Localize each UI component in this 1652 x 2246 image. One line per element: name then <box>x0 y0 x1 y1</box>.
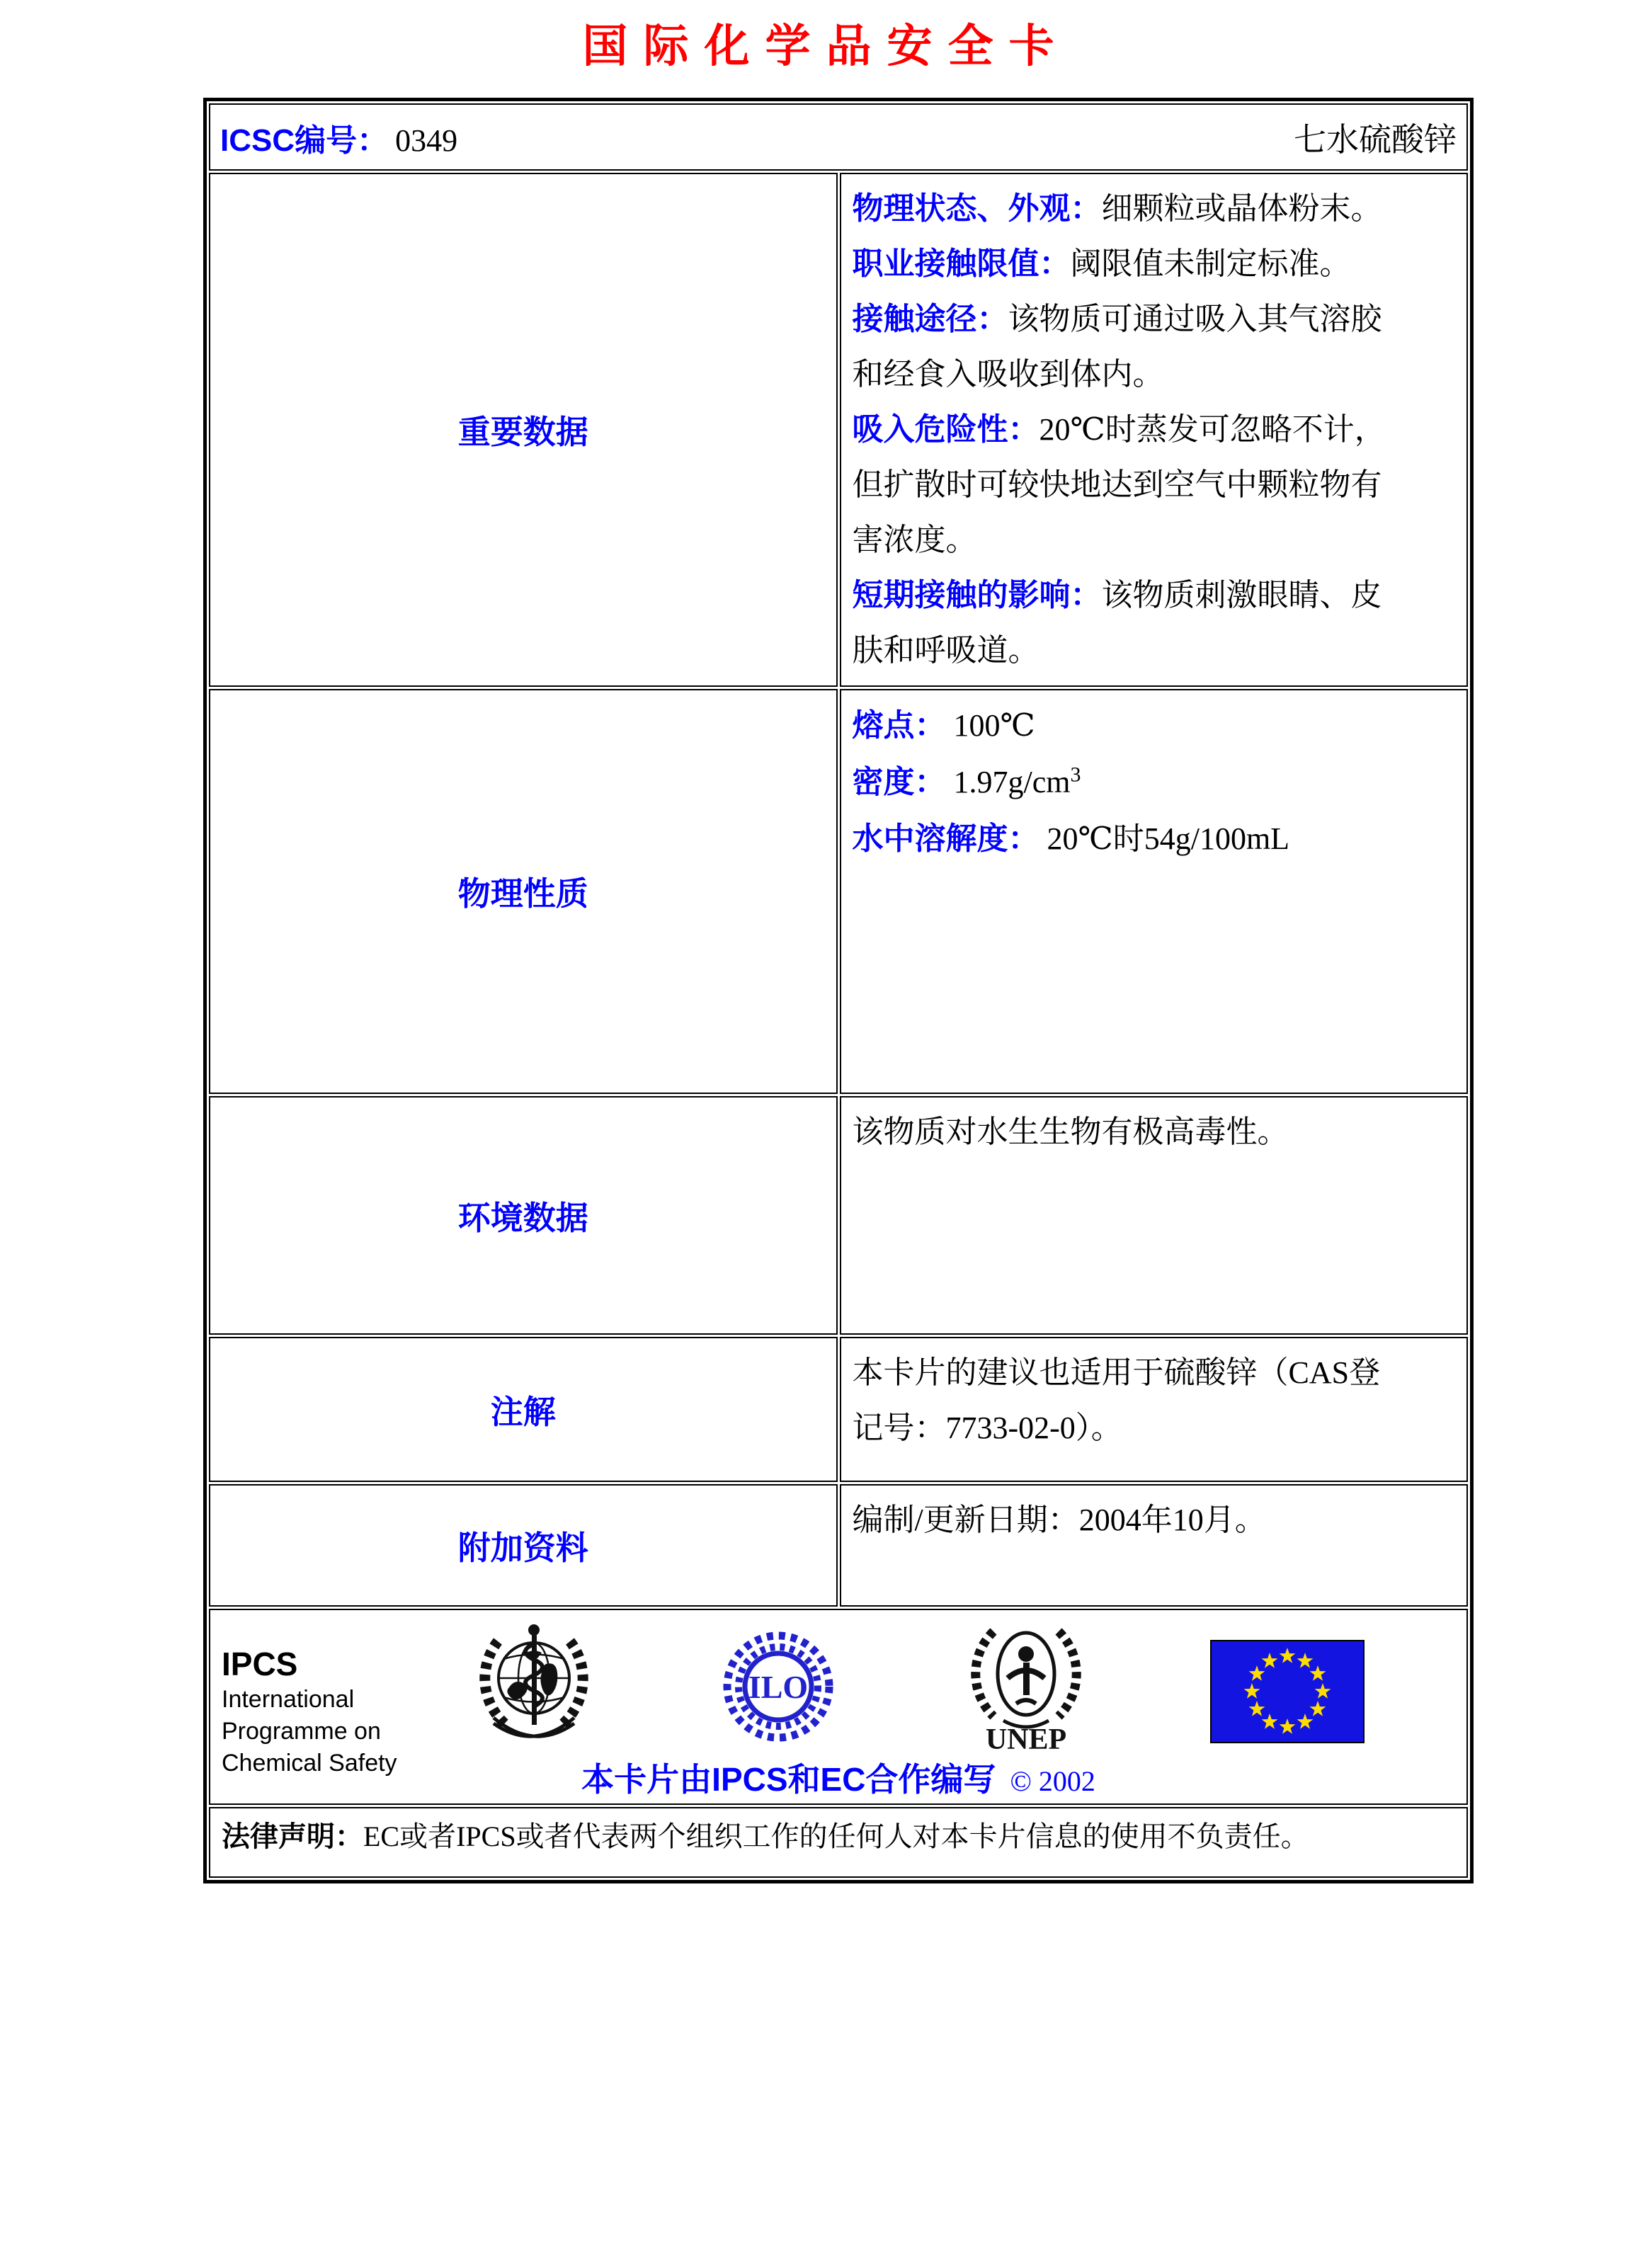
item-key: 吸入危险性： <box>852 412 1039 447</box>
item-key: 职业接触限值： <box>852 246 1071 281</box>
legal-text: EC或者IPCS或者代表两个组织工作的任何人对本卡片信息的使用不负责任。 <box>363 1820 1309 1852</box>
item-text: 1.97g/cm <box>953 765 1071 799</box>
additional-text: 编制/更新日期：2004年10月。 <box>852 1503 1266 1537</box>
logo-band-cell <box>209 1609 1468 1805</box>
icsc-number-value: 0349 <box>395 122 458 158</box>
cooperation-caption <box>210 1754 1466 1801</box>
unep-letters: UNEP <box>985 1723 1067 1755</box>
item-text: 20℃时54g/100mL <box>1047 821 1290 856</box>
environmental-data-label: 环境数据 <box>209 1096 838 1335</box>
important-item <box>853 236 1403 292</box>
ipcs-subtitle-line: International <box>222 1686 355 1713</box>
item-text: 100℃ <box>953 708 1035 743</box>
item-key: 水中溶解度： <box>852 821 1039 856</box>
important-data-label: 重要数据 <box>209 173 838 687</box>
important-item <box>853 402 1403 568</box>
physical-properties-row <box>209 689 1468 1094</box>
additional-info-label: 附加资料 <box>209 1484 838 1607</box>
notes-row <box>209 1337 1468 1482</box>
environment-text: 该物质对水生生物有极高毒性。 <box>852 1115 1289 1149</box>
density-line <box>853 754 1403 811</box>
item-key: 物理状态、外观： <box>852 191 1102 226</box>
item-key: 接触途径： <box>852 302 1008 336</box>
physical-properties-label: 物理性质 <box>209 689 838 1094</box>
solubility-line <box>853 811 1403 867</box>
important-data-row <box>209 173 1468 687</box>
item-text: 20℃时蒸发可忽略不计，但扩散时可较快地达到空气中颗粒物有害浓度。 <box>852 412 1386 557</box>
ilo-letters: ILO <box>748 1669 809 1705</box>
ipcs-title: IPCS <box>222 1646 298 1682</box>
physical-properties-content <box>840 689 1469 1094</box>
important-item <box>853 181 1403 236</box>
page-title: 国际化学品安全卡 <box>582 21 1070 72</box>
important-data-content <box>840 173 1469 687</box>
chemical-name: 七水硫酸锌 <box>1294 121 1457 158</box>
item-key: 熔点： <box>852 708 946 743</box>
logo-band-row <box>209 1609 1468 1805</box>
environmental-data-content <box>840 1096 1469 1335</box>
additional-info-row <box>209 1484 1468 1607</box>
ipcs-subtitle-line: Programme on <box>222 1718 381 1745</box>
header-cell <box>209 103 1468 171</box>
who-logo-icon <box>467 1620 601 1755</box>
ilo-logo-icon <box>714 1626 842 1753</box>
item-text: 细颗粒或晶体粉末。 <box>1101 191 1382 226</box>
ipcs-subtitle-line: Chemical Safety <box>222 1750 397 1777</box>
density-exponent: 3 <box>1070 763 1081 787</box>
legal-row <box>209 1807 1468 1878</box>
item-text: 阈限值未制定标准。 <box>1070 246 1351 281</box>
eu-flag-icon <box>1210 1640 1365 1743</box>
important-item <box>853 292 1403 402</box>
legal-cell <box>209 1807 1468 1878</box>
item-text: 该物质刺激眼睛、皮肤和呼吸道。 <box>852 578 1382 668</box>
safety-card-table <box>203 98 1474 1883</box>
notes-text: 本卡片的建议也适用于硫酸锌（CAS登记号：7733-02-0）。 <box>852 1355 1381 1445</box>
icsc-number-group <box>220 115 457 160</box>
item-key: 密度： <box>852 765 946 799</box>
icsc-number-label: ICSC编号： <box>220 122 389 158</box>
item-key: 短期接触的影响： <box>852 578 1102 612</box>
item-text: 该物质可通过吸入其气溶胶和经食入吸收到体内。 <box>852 302 1382 392</box>
additional-info-content <box>840 1484 1469 1607</box>
melting-point-line <box>853 697 1403 754</box>
caption-text: 本卡片由IPCS和EC合作编写 <box>581 1761 996 1798</box>
notes-content <box>840 1337 1469 1482</box>
legal-label: 法律声明： <box>222 1821 363 1852</box>
environmental-data-row <box>209 1096 1468 1335</box>
important-item <box>853 568 1403 678</box>
notes-label: 注解 <box>209 1337 838 1482</box>
header-row <box>209 103 1468 171</box>
unep-logo-icon <box>961 1620 1092 1755</box>
copyright-text: © 2002 <box>1010 1765 1095 1797</box>
